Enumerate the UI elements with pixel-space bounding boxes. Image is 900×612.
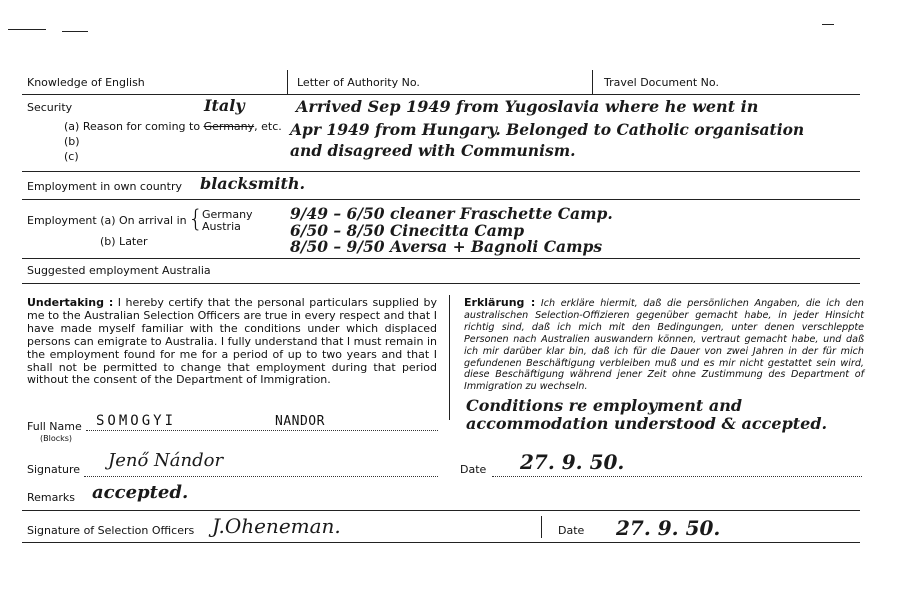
hw-officer: J.Oheneman.: [212, 514, 341, 538]
top-edge-rule: [822, 24, 834, 25]
hw-own-country: blacksmith.: [200, 174, 306, 193]
signature-line: [84, 476, 438, 477]
center-divider: [449, 295, 450, 420]
date-label: Date: [460, 463, 487, 476]
erklarung-body: Ich erkläre hiermit, daß die persönlichen Angaben, die ich den australischen Selection-Offizieren gegenüber gemacht habe, in jeder Hinsicht richtig sind, daß ich mich mit den Bedingungen, unter denen verschleppte Personen nach Australien auswandern können, vertraut gemacht habe, und daß ich mir darüber klar bin, daß ich für die Dauer von zwei Jahren in der für mich gefundenen Beschäftigung verbleiben muß und es mir nicht gestattet sein wird, diese Beschäftigung während jener Zeit ohne Zustimmung des Department of Immigration zu wechseln.: [464, 298, 864, 393]
hw-date: 27. 9. 50.: [520, 450, 625, 474]
brace: {: [188, 205, 204, 233]
divider: [541, 516, 542, 538]
top-edge-rule: [8, 29, 46, 30]
hw-security-2: Apr 1949 from Hungary. Belonged to Catholic organisation: [290, 120, 805, 139]
security-label: Security: [27, 101, 73, 114]
rule: [22, 542, 860, 543]
security-b: (b): [64, 135, 80, 148]
hw-employment-2: 6/50 – 8/50 Cinecitta Camp: [290, 221, 525, 240]
fullname-label: Full Name: [27, 420, 82, 433]
divider: [287, 70, 288, 94]
employment-a-label: Employment (a) On arrival in: [27, 214, 187, 227]
undertaking-text: [27, 297, 437, 387]
officer-date-label: Date: [558, 524, 585, 537]
rule: [22, 283, 860, 284]
signature-label: Signature: [27, 463, 81, 476]
travel-label: Travel Document No.: [604, 76, 719, 89]
remarks-label: Remarks: [27, 491, 75, 504]
rule: [22, 94, 860, 95]
rule: [22, 199, 860, 200]
english-label: Knowledge of English: [27, 76, 145, 89]
rule: [22, 258, 860, 259]
security-c: (c): [64, 150, 79, 163]
security-reason: [64, 120, 282, 133]
date-line: [492, 476, 862, 477]
fullname-line: [86, 430, 438, 431]
rule: [22, 510, 860, 511]
hw-security-3: and disagreed with Communism.: [290, 141, 576, 160]
erklarung-text: [464, 297, 864, 393]
authority-label: Letter of Authority No.: [297, 76, 420, 89]
fullname-blocks: (Blocks): [40, 434, 73, 443]
reason-prefix: (a) Reason for coming to: [64, 120, 204, 133]
undertaking-heading: Undertaking :: [27, 296, 114, 309]
top-edge-rule: [62, 31, 88, 32]
own-country-label: Employment in own country: [27, 180, 182, 193]
hw-signature: Jenő Nándor: [108, 450, 224, 471]
hw-employment-1: 9/49 – 6/50 cleaner Fraschette Camp.: [290, 204, 613, 223]
hw-employment-3: 8/50 – 9/50 Aversa + Bagnoli Camps: [290, 237, 603, 256]
officer-label: Signature of Selection Officers: [27, 524, 195, 537]
suggested-label: Suggested employment Australia: [27, 264, 211, 277]
hw-security-1: Arrived Sep 1949 from Yugoslavia where he went in: [296, 97, 759, 116]
erklarung-heading: Erklärung :: [464, 296, 536, 309]
undertaking-body: I hereby certify that the personal particulars supplied by me to the Australian Selection Officers are true in every respect and that I have made myself familiar with the conditions under which displaced persons can emigrate to Australia. I fully understand that I must remain in the employment found for me for a period of up to two years and that I shall not be permitted to change that employment during that period without the consent of the Department of Immigration.: [27, 296, 437, 387]
hw-remarks: accepted.: [92, 482, 189, 503]
hw-conditions-1: Conditions re employment and: [466, 396, 743, 415]
employment-b-label: (b) Later: [100, 235, 148, 248]
fullname-surname: SOMOGYI: [96, 413, 177, 429]
hw-country: Italy: [204, 96, 245, 115]
rule: [22, 171, 860, 172]
hw-officer-date: 27. 9. 50.: [616, 516, 721, 540]
reason-struck: Germany: [203, 120, 255, 133]
fullname-given: NANDOR: [275, 414, 325, 429]
divider: [592, 70, 593, 94]
germany-label: Germany: [202, 208, 253, 221]
hw-conditions-2: accommodation understood & accepted.: [466, 414, 828, 433]
reason-suffix: , etc.: [254, 120, 282, 133]
austria-label: Austria: [202, 220, 241, 233]
